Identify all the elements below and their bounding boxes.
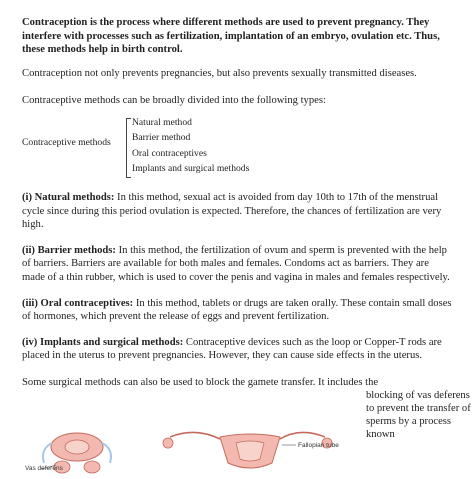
bracket-icon (126, 118, 131, 178)
section-heading: (i) Natural methods: (22, 191, 115, 203)
section-barrier (22, 244, 452, 285)
contraceptive-types-diagram (22, 115, 452, 179)
figure-label-vas-deferens: Vas deferens (25, 465, 63, 472)
section-body: In this method, sexual act is avoided from day 10th to 17th of the menstrual cycle since during this period ovulation is expected. Therefore, the chances of fertilization are very high. (22, 191, 442, 231)
section-natural (22, 191, 452, 232)
std-paragraph: Contraception not only prevents pregnancies, but also prevents sexually transmitted diseases. (22, 67, 417, 79)
types-diagram-label: Contraceptive methods (22, 136, 111, 148)
section-heading: (ii) Barrier methods: (22, 244, 116, 256)
section-body: In this method, the fertilization of ovum and sperm is prevented with the help of barriers. Barriers are available for both males and females. Condoms act as barriers. They are made of a thin rubber, which is used to cover the penis and vagina in males and females respectively. (22, 244, 450, 283)
types-intro-paragraph: Contraceptive methods can be broadly divided into the following types: (22, 95, 326, 107)
male-reproductive-figure (22, 429, 142, 474)
section-body: In this method, tablets or drugs are taken orally. These contain small doses of hormones, which prevent the release of eggs and prevent fertilization. (22, 297, 452, 323)
types-list (132, 115, 249, 176)
section-body: Contraceptive devices such as the loop or Copper-T rods are placed in the uterus to prevent pregnancies. However, they can cause side effects in the uterus. (22, 336, 442, 362)
female-reproductive-figure (150, 429, 340, 474)
type-item-implants: Implants and surgical methods (132, 162, 250, 174)
surgical-line: Some surgical methods can also be used to block the gamete transfer. It includes the (22, 376, 379, 388)
section-heading: (iv) Implants and surgical methods: (22, 336, 184, 348)
document-page (22, 16, 471, 440)
section-implants (22, 336, 452, 363)
type-item-oral: Oral contraceptives (132, 147, 207, 159)
type-item-natural: Natural method (132, 116, 192, 128)
surgical-side-text: blocking of vas deferens to prevent the transfer of sperms by a process known (366, 389, 471, 440)
intro-paragraph: Contraception is the process where different methods are used to prevent pregnancy. They interfere with processes such as fertilization, implantation of an embryo, ovulation etc. Thus, these methods help in birth control. (22, 17, 440, 56)
female-reproductive-illustration (150, 429, 340, 474)
section-heading: (iii) Oral contraceptives: (22, 297, 134, 309)
section-oral (22, 297, 452, 324)
surgical-paragraph (22, 376, 471, 440)
type-item-barrier: Barrier method (132, 132, 191, 144)
figure-label-fallopian-tube: Fallopian tube (298, 442, 339, 449)
